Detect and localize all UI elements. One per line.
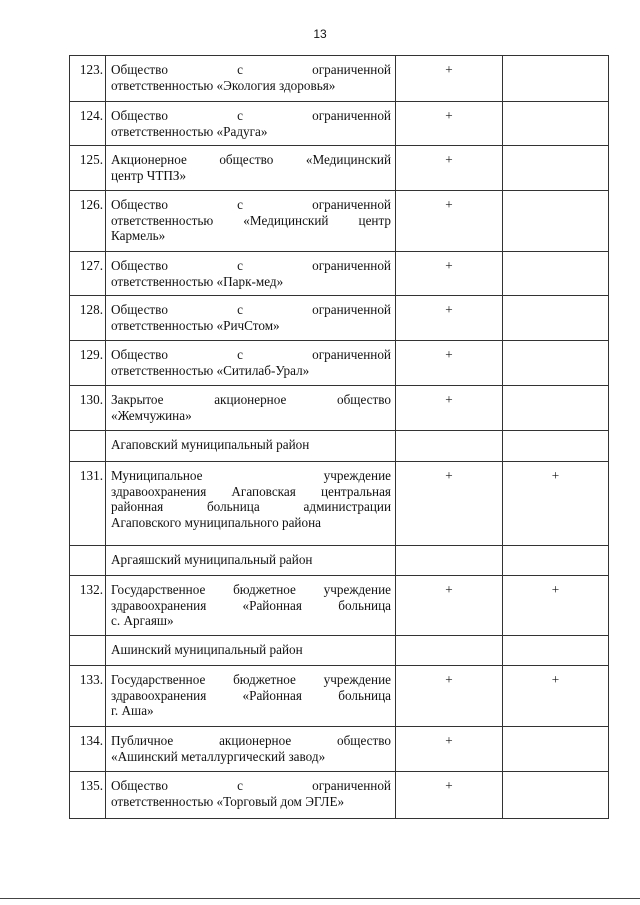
district-row [70,636,609,666]
organization-name-line: центр ЧТПЗ» [111,167,187,183]
row-number: 134. [70,727,106,772]
organization-name-line: ответственностью «Торговый дом ЭГЛЕ» [111,793,345,809]
organization-name-line: Закрытое акционерное общество [111,392,391,407]
row-number: 132. [70,576,106,636]
mark-cell-2: + [503,576,609,636]
mark-cell-1 [396,546,503,576]
table-row [70,576,609,636]
table-row [70,146,609,191]
row-number-cell [70,546,106,576]
organization-name-line: Общество с ограниченной [111,258,391,273]
organization-name-line: г. Аша» [111,703,154,718]
row-number: 130. [70,386,106,431]
organization-name-line: ответственностью «Ситилаб-Урал» [111,362,310,378]
organization-name-line: с. Аргаяш» [111,613,174,628]
mark-cell-1 [396,636,503,666]
mark-cell-2 [503,546,609,576]
table-row [70,341,609,386]
organization-name [106,576,396,636]
table-row [70,772,609,819]
mark-cell-1: + [396,386,503,431]
mark-cell-1: + [396,56,503,102]
row-number-cell [70,431,106,462]
organization-name-line: «Ашинский металлургический завод» [111,748,326,764]
organization-name-line: здравоохранения «Районная больница [111,597,391,613]
organization-name-line: Акционерное общество «Медицинский [111,152,391,167]
table-row [70,56,609,102]
mark-cell-1: + [396,341,503,386]
table-row [70,296,609,341]
mark-cell-1: + [396,296,503,341]
row-number: 127. [70,252,106,296]
organization-name [106,102,396,146]
organization-name-line: ответственностью «РичСтом» [111,317,280,333]
mark-cell-1: + [396,102,503,146]
mark-cell-1: + [396,576,503,636]
organization-name [106,727,396,772]
row-number: 123. [70,56,106,102]
mark-cell-1: + [396,666,503,727]
mark-cell-2: + [503,666,609,727]
table-row [70,102,609,146]
page-bottom-rule [0,898,640,899]
mark-cell-1 [396,431,503,462]
table-row [70,462,609,546]
mark-cell-2 [503,252,609,296]
table-row [70,191,609,252]
table-row [70,252,609,296]
organization-name-line: Общество с ограниченной [111,62,391,77]
organization-name-line: Общество с ограниченной [111,778,391,793]
mark-cell-1: + [396,146,503,191]
table-row [70,386,609,431]
row-number: 129. [70,341,106,386]
row-number: 124. [70,102,106,146]
organizations-table [69,55,609,819]
row-number: 131. [70,462,106,546]
organization-name-line: Агаповского муниципального района [111,514,321,530]
organization-name [106,252,396,296]
mark-cell-2 [503,386,609,431]
mark-cell-2 [503,772,609,819]
row-number: 126. [70,191,106,252]
organization-name-line: Государственное бюджетное учреждение [111,582,391,597]
organization-name-line: Общество с ограниченной [111,197,391,212]
district-row [70,546,609,576]
organization-name [106,296,396,341]
row-number: 135. [70,772,106,819]
mark-cell-2 [503,191,609,252]
mark-cell-2: + [503,462,609,546]
organization-name-line: здравоохранения Агаповская центральная [111,483,391,499]
district-row [70,431,609,462]
row-number: 133. [70,666,106,727]
organization-name [106,191,396,252]
mark-cell-2 [503,56,609,102]
organization-name-line: Кармель» [111,228,166,243]
organization-name-line: Общество с ограниченной [111,302,391,317]
mark-cell-2 [503,102,609,146]
organization-name-line: Общество с ограниченной [111,108,391,123]
mark-cell-1: + [396,252,503,296]
row-number-cell [70,636,106,666]
district-name: Агаповский муниципальный район [106,431,396,462]
organization-name-line: ответственностью «Радуга» [111,123,268,139]
district-name: Аргаяшский муниципальный район [106,546,396,576]
mark-cell-2 [503,727,609,772]
organization-name [106,146,396,191]
organization-name-line: ответственностью «Медицинский центр [111,212,391,228]
organization-name-line: ответственностью «Парк-мед» [111,273,284,289]
organization-name [106,772,396,819]
mark-cell-2 [503,146,609,191]
organization-name-line: здравоохранения «Районная больница [111,687,391,703]
mark-cell-1: + [396,191,503,252]
organization-name-line: Государственное бюджетное учреждение [111,672,391,687]
table-row [70,727,609,772]
mark-cell-2 [503,636,609,666]
page-number: 13 [313,27,327,41]
mark-cell-2 [503,296,609,341]
row-number: 128. [70,296,106,341]
mark-cell-1: + [396,727,503,772]
organization-name [106,56,396,102]
organization-name [106,666,396,727]
organization-name-line: Общество с ограниченной [111,347,391,362]
mark-cell-1: + [396,772,503,819]
mark-cell-2 [503,341,609,386]
mark-cell-2 [503,431,609,462]
organization-name [106,341,396,386]
organization-name-line: Муниципальное учреждение [111,468,391,483]
organization-name-line: ответственностью «Экология здоровья» [111,77,336,93]
mark-cell-1: + [396,462,503,546]
organization-name-line: Публичное акционерное общество [111,733,391,748]
table-row [70,666,609,727]
organization-name-line: районная больница администрации [111,499,391,514]
district-name: Ашинский муниципальный район [106,636,396,666]
row-number: 125. [70,146,106,191]
organization-name-line: «Жемчужина» [111,407,192,423]
organization-name [106,462,396,546]
organization-name [106,386,396,431]
